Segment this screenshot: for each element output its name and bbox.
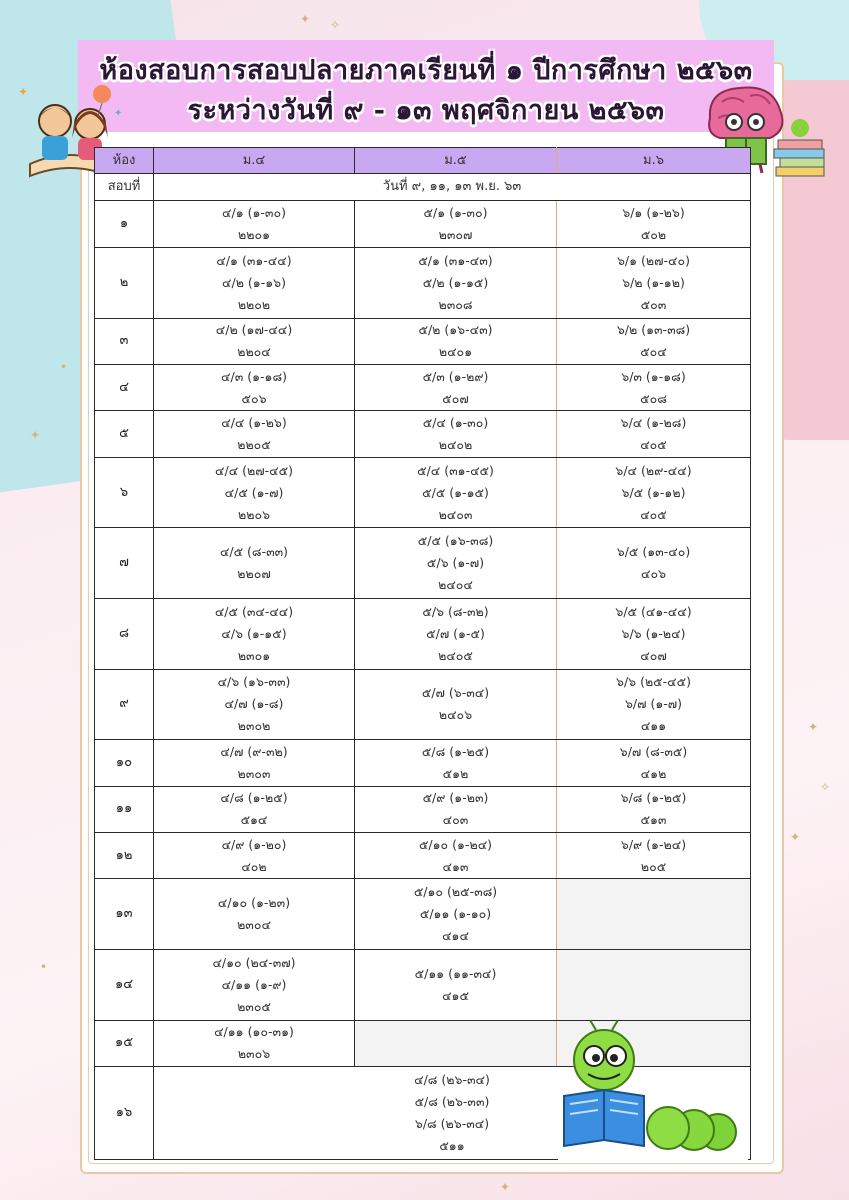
- cell-m4: [154, 833, 355, 879]
- cell-room-code: ๔๑๑: [640, 718, 667, 734]
- cell-m4: [154, 786, 355, 832]
- cell-class-range: ๖/๘ (๑-๒๕): [620, 790, 687, 806]
- cell-room-code: ๒๔๐๖: [438, 707, 473, 723]
- table-row: [95, 740, 751, 786]
- cell-class-range: ๖/๑ (๑-๒๖): [622, 205, 685, 221]
- cell-class-range: ๔/๖ (๑๖-๓๓): [217, 674, 291, 690]
- cell-class-range: ๔/๑ (๓๑-๔๔): [216, 252, 292, 268]
- cell-class-range: ๔/๖ (๑-๑๕): [221, 625, 287, 641]
- cell-class-range: ๕/๓ (๑-๒๙): [422, 368, 489, 384]
- cell-class-range: ๖/๒ (๑๓-๓๘): [616, 322, 691, 338]
- room-number: ๑๐: [95, 740, 154, 786]
- cell-m5: [355, 669, 557, 740]
- cell-class-range: ๖/๗ (๑-๗): [624, 696, 683, 712]
- room-header-sub: สอบที่: [95, 174, 154, 201]
- cell-class-range: ๖/๗ (๘-๓๕): [619, 743, 688, 759]
- cell-m5: [355, 879, 557, 950]
- cell-class-range: ๖/๔ (๑-๒๘): [620, 415, 687, 431]
- cell-m6: [557, 318, 751, 364]
- cell-class-range: ๖/๙ (๑-๒๔): [620, 836, 687, 852]
- cell-m4: [154, 318, 355, 364]
- cell-m4: [154, 528, 355, 599]
- cell-m4: [154, 201, 355, 247]
- room-number: ๙: [95, 669, 154, 740]
- cell-room-code: ๔๐๗: [640, 647, 667, 663]
- cell-room-code: ๒๓๐๔: [237, 917, 271, 933]
- room-number: ๑: [95, 201, 154, 247]
- cell-room-code: ๕๑๑: [439, 1138, 465, 1154]
- cell-class-range: ๕/๕ (๑๖-๓๘): [417, 533, 494, 549]
- room-number: ๑๕: [95, 1020, 154, 1066]
- cell-m5: [355, 786, 557, 832]
- cell-m6: [557, 247, 751, 318]
- cell-m6: [557, 833, 751, 879]
- cell-class-range: ๕/๙ (๑-๒๓): [422, 790, 489, 806]
- cell-m5: [355, 457, 557, 528]
- room-number: ๖: [95, 457, 154, 528]
- cell-class-range: ๔/๗ (๙-๓๒): [220, 743, 288, 759]
- cell-room-code: ๒๓๐๑: [237, 647, 271, 663]
- cell-m4: [154, 669, 355, 740]
- svg-text:✦: ✦: [18, 85, 29, 99]
- cell-class-range: ๕/๔ (๑-๓๐): [422, 415, 489, 431]
- cell-room-code: ๒๓๐๖: [237, 1046, 271, 1062]
- cell-class-range: ๖/๖ (๑-๒๔): [621, 625, 686, 641]
- cell-class-range: ๕/๗ (๑-๕): [426, 625, 485, 641]
- cell-class-range: ๕/๖ (๘-๓๒): [422, 603, 489, 619]
- cell-class-range: ๕/๑ (๓๑-๔๓): [418, 252, 493, 268]
- cell-room-code: ๒๐๕: [640, 858, 667, 874]
- cell-class-range: ๕/๑๑ (๑๑-๓๔): [414, 965, 497, 981]
- cell-class-range: ๔/๑๑ (๑๐-๓๑): [214, 1024, 294, 1040]
- cell-room-code: ๒๒๐๒: [237, 296, 271, 312]
- table-row: [95, 669, 751, 740]
- cell-room-code: ๒๓๐๒: [237, 718, 271, 734]
- cell-class-range: ๕/๔ (๓๑-๔๕): [417, 462, 494, 478]
- table-row: [95, 528, 751, 599]
- room-number: ๘: [95, 598, 154, 669]
- cell-class-range: ๕/๖ (๑-๗): [426, 555, 485, 571]
- table-row: [95, 364, 751, 410]
- cell-m5: [355, 598, 557, 669]
- table-row: [95, 318, 751, 364]
- cell-room-code: ๒๒๐๑: [237, 227, 271, 243]
- cell-class-range: ๕/๒ (๑๖-๔๓): [418, 322, 493, 338]
- table-row: [95, 950, 751, 1021]
- cell-class-range: ๕/๑ (๑-๓๐): [423, 205, 488, 221]
- cell-class-range: ๖/๘ (๒๖-๓๔): [414, 1116, 490, 1132]
- cell-room-code: ๔๐๓: [442, 812, 469, 828]
- room-number: ๑๖: [95, 1067, 154, 1160]
- cell-class-range: ๕/๘ (๒๖-๓๓): [414, 1094, 490, 1110]
- cell-class-range: ๕/๗ (๖-๓๔): [421, 685, 490, 701]
- cell-m4: [154, 1020, 355, 1066]
- room-number: ๒: [95, 247, 154, 318]
- exam-rows: [95, 201, 751, 1160]
- col-header-m6: ม.๖: [557, 148, 751, 174]
- exam-room-table: [94, 147, 751, 1160]
- cell-room-code: ๕๑๔: [240, 812, 268, 828]
- cell-room-code: ๕๑๒: [442, 765, 469, 781]
- table-row: [95, 598, 751, 669]
- cell-class-range: ๖/๕ (๑๓-๔๐): [616, 544, 691, 560]
- table-row: [95, 247, 751, 318]
- cell-m6: [557, 740, 751, 786]
- exam-date-row: วันที่ ๙, ๑๑, ๑๓ พ.ย. ๖๓: [154, 174, 751, 201]
- cell-class-range: ๖/๕ (๔๑-๔๔): [615, 603, 692, 619]
- cell-m6: [557, 879, 751, 950]
- cell-m4: [154, 411, 355, 457]
- table-row: [95, 457, 751, 528]
- room-number: ๑๔: [95, 950, 154, 1021]
- col-header-m4: ม.๔: [154, 148, 355, 174]
- cell-room-code: ๔๐๕: [640, 506, 667, 522]
- cell-m5: [355, 364, 557, 410]
- cell-m4: [154, 740, 355, 786]
- room-number: ๑๓: [95, 879, 154, 950]
- cell-room-code: ๕๐๘: [640, 390, 667, 406]
- cell-room-code: ๒๒๐๗: [237, 566, 271, 582]
- cell-class-range: ๖/๓ (๑-๑๘): [621, 368, 686, 384]
- cell-room-code: ๒๓๐๕: [237, 998, 271, 1014]
- cell-class-range: ๔/๑๑ (๑-๙): [221, 976, 287, 992]
- cell-room-code: ๔๑๒: [640, 765, 667, 781]
- cell-class-range: ๔/๑ (๑-๓๐): [222, 205, 286, 221]
- cell-class-range: ๔/๓ (๑-๑๘): [221, 368, 287, 384]
- cell-room-code: ๒๔๐๒: [438, 437, 473, 453]
- cell-m5: [355, 411, 557, 457]
- cell-m6: [557, 411, 751, 457]
- cell-room-code: ๕๐๒: [640, 227, 667, 243]
- cell-class-range: ๔/๔ (๑-๒๖): [221, 415, 287, 431]
- cell-m5: [355, 201, 557, 247]
- room-number: ๔: [95, 364, 154, 410]
- cell-m4: [154, 879, 355, 950]
- cell-class-range: ๖/๖ (๒๕-๔๕): [616, 674, 691, 690]
- room-header: ห้อง: [95, 148, 154, 174]
- cell-m5: [355, 247, 557, 318]
- cell-class-range: ๖/๑ (๒๗-๔๐): [616, 252, 691, 268]
- cell-room-code: ๕๑๓: [640, 812, 667, 828]
- cell-room-code: ๕๐๓: [640, 296, 667, 312]
- cell-class-range: ๕/๘ (๑-๒๕): [421, 743, 490, 759]
- cell-room-code: ๒๓๐๘: [438, 296, 473, 312]
- cell-room-code: ๒๔๐๓: [438, 506, 473, 522]
- cell-m6: [557, 598, 751, 669]
- cell-m5: [355, 1020, 557, 1066]
- cell-room-code: ๒๔๐๑: [438, 344, 473, 360]
- cell-class-range: ๔/๑๐ (๒๔-๓๗): [212, 954, 296, 970]
- table-row: [95, 411, 751, 457]
- table-row: [95, 879, 751, 950]
- book-stack-icon: [770, 118, 830, 178]
- room-number: ๕: [95, 411, 154, 457]
- svg-text:✦: ✦: [114, 108, 123, 119]
- cell-class-range: ๔/๕ (๘-๓๓): [219, 544, 289, 560]
- cell-room-code: ๔๑๔: [442, 928, 469, 944]
- cell-m4: [154, 950, 355, 1021]
- cell-room-code: ๒๒๐๖: [237, 506, 271, 522]
- cell-class-range: ๔/๘ (๒๖-๓๔): [414, 1072, 490, 1088]
- room-number: ๗: [95, 528, 154, 599]
- cell-room-code: ๔๑๓: [442, 858, 469, 874]
- cell-class-range: ๔/๗ (๑-๘): [224, 696, 284, 712]
- cell-m4: [154, 457, 355, 528]
- title-line-2: ระหว่างวันที่ ๙ - ๑๓ พฤศจิกายน ๒๕๖๓: [187, 95, 665, 126]
- table-row: [95, 786, 751, 832]
- cell-room-code: ๔๐๕: [640, 437, 667, 453]
- cell-class-range: ๕/๑๐ (๒๕-๓๘): [413, 884, 498, 900]
- cell-room-code: ๒๔๐๔: [438, 577, 473, 593]
- bookworm-icon: [558, 1020, 748, 1160]
- cell-room-code: ๔๑๕: [442, 987, 469, 1003]
- title-line-1: ห้องสอบการสอบปลายภาคเรียนที่ ๑ ปีการศึกษา ๒๕๖๓: [99, 55, 753, 86]
- cell-class-range: ๔/๔ (๒๗-๔๕): [215, 462, 293, 478]
- cell-room-code: ๕๐๗: [442, 390, 469, 406]
- cell-class-range: ๖/๔ (๒๙-๔๔): [615, 462, 692, 478]
- cell-m6: [557, 950, 751, 1021]
- cell-class-range: ๔/๑๐ (๑-๒๓): [217, 895, 291, 911]
- cell-m5: [355, 950, 557, 1021]
- cell-m6: [557, 528, 751, 599]
- cell-m5: [355, 833, 557, 879]
- cell-class-range: ๕/๒ (๑-๑๕): [422, 274, 489, 290]
- room-number: ๓: [95, 318, 154, 364]
- cell-room-code: ๕๐๔: [640, 344, 667, 360]
- cell-room-code: ๔๐๖: [640, 566, 667, 582]
- cell-room-code: ๔๐๒: [241, 858, 267, 874]
- table-row: [95, 201, 751, 247]
- cell-m6: [557, 201, 751, 247]
- cell-m6: [557, 364, 751, 410]
- col-header-m5: ม.๕: [355, 148, 557, 174]
- room-number: ๑๒: [95, 833, 154, 879]
- cell-class-range: ๔/๒ (๑๗-๔๔): [215, 322, 293, 338]
- cell-class-range: ๕/๕ (๑-๑๕): [422, 484, 489, 500]
- cell-class-range: ๔/๙ (๑-๒๐): [221, 836, 287, 852]
- cell-room-code: ๒๓๐๗: [438, 227, 473, 243]
- cell-room-code: ๒๒๐๔: [237, 344, 271, 360]
- cell-class-range: ๔/๕ (๑-๗): [224, 484, 284, 500]
- cell-m5: [355, 528, 557, 599]
- cell-room-code: ๒๓๐๓: [237, 765, 271, 781]
- cell-class-range: ๖/๒ (๑-๑๒): [622, 274, 685, 290]
- cell-m6: [557, 457, 751, 528]
- cell-m4: [154, 247, 355, 318]
- room-number: ๑๑: [95, 786, 154, 832]
- cell-m6: [557, 786, 751, 832]
- cell-room-code: ๒๔๐๕: [438, 647, 473, 663]
- cell-class-range: ๕/๑๑ (๑-๑๐): [419, 906, 492, 922]
- cell-class-range: ๕/๑๐ (๑-๒๔): [418, 836, 493, 852]
- cell-m5: [355, 318, 557, 364]
- cell-m4: [154, 364, 355, 410]
- cell-room-code: ๒๒๐๕: [237, 437, 271, 453]
- cell-class-range: ๔/๘ (๑-๒๕): [220, 790, 288, 806]
- cell-room-code: ๕๐๖: [241, 390, 267, 406]
- cell-m4: [154, 598, 355, 669]
- cell-m6: [557, 669, 751, 740]
- cell-class-range: ๔/๕ (๓๔-๔๔): [214, 603, 294, 619]
- table-row: [95, 833, 751, 879]
- cell-class-range: ๔/๒ (๑-๑๖): [222, 274, 286, 290]
- cell-m5: [355, 740, 557, 786]
- cell-class-range: ๖/๕ (๑-๑๒): [621, 484, 686, 500]
